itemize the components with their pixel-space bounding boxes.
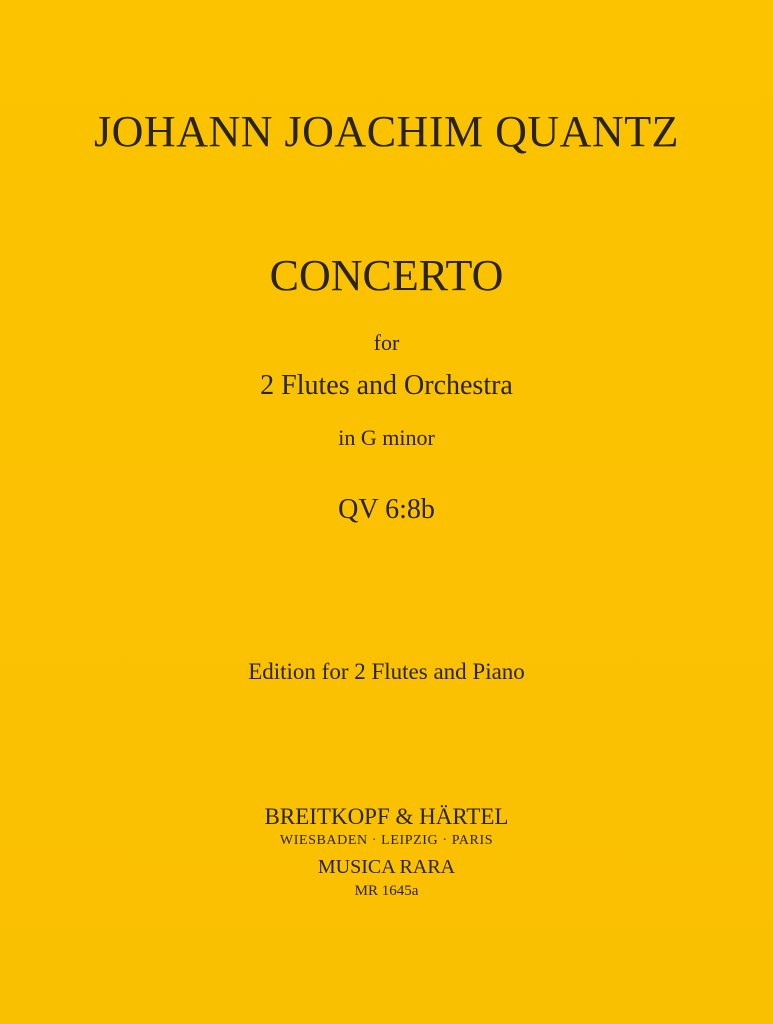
work-title: CONCERTO [269, 251, 504, 300]
publication-number: MR 1645a [354, 883, 419, 899]
imprint-name: MUSICA RARA [317, 856, 456, 878]
publisher-name: BREITKOPF & HÄRTEL [264, 804, 509, 829]
edition-note: Edition for 2 Flutes and Piano [248, 659, 525, 684]
instrumentation: 2 Flutes and Orchestra [260, 370, 513, 401]
key-signature: in G minor [338, 425, 435, 450]
for-label: for [373, 330, 400, 355]
publisher-cities: WIESBADEN · LEIPZIG · PARIS [279, 833, 494, 848]
catalog-number: QV 6:8b [338, 494, 435, 525]
composer-name: JOHANN JOACHIM QUANTZ [94, 107, 679, 156]
